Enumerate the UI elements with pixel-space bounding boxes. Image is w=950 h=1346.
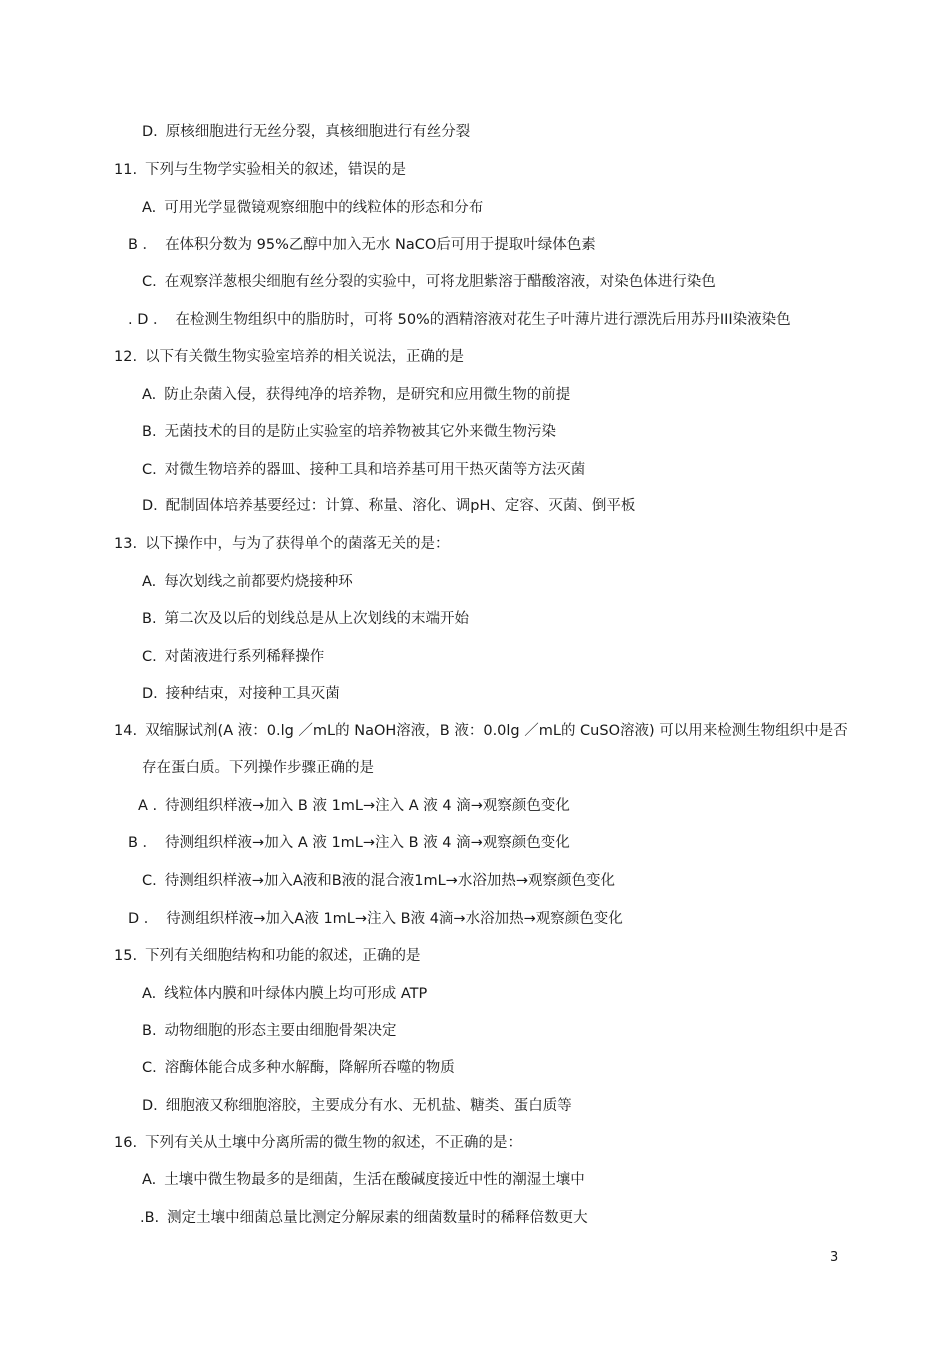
q15-option-d: D. 细胞液又称细胞溶胶，主要成分有水、无机盐、糖类、蛋白质等: [142, 1098, 572, 1114]
q11-option-c: C. 在观察洋葱根尖细胞有丝分裂的实验中，可将龙胆紫溶于醋酸溶液，对染色体进行染色: [142, 274, 716, 290]
q12-stem: 12. 以下有关微生物实验室培养的相关说法，正确的是: [114, 349, 465, 365]
q16-option-b: .B. 测定土壤中细菌总量比测定分解尿素的细菌数量时的稀释倍数更大: [140, 1210, 588, 1226]
q13-stem: 13. 以下操作中，与为了获得单个的菌落无关的是：: [114, 536, 450, 552]
q13-option-a: A. 每次划线之前都要灼烧接种环: [142, 574, 353, 590]
q16-stem: 16. 下列有关从土壤中分离所需的微生物的叙述，不正确的是：: [114, 1135, 523, 1151]
q14-stem: 14. 双缩脲试剂(A 液：0.lg ／mL的 NaOH溶液，B 液：0.0lg ／mL的 CuSO溶液) 可以用来检测生物组织中是否: [114, 723, 848, 739]
q10-option-d: D. 原核细胞进行无丝分裂，真核细胞进行有丝分裂: [142, 124, 471, 140]
q13-option-d: D. 接种结束，对接种工具灭菌: [142, 686, 340, 702]
q15-option-a: A. 线粒体内膜和叶绿体内膜上均可形成 ATP: [142, 986, 428, 1002]
q12-option-c: C. 对微生物培养的器皿、接种工具和培养基可用干热灭菌等方法灭菌: [142, 462, 586, 478]
q14-option-a: A . 待测组织样液→加入 B 液 1mL→注入 A 液 4 滴→观察颜色变化: [138, 798, 570, 814]
q13-option-b: B. 第二次及以后的划线总是从上次划线的末端开始: [142, 611, 470, 627]
q15-option-b: B. 动物细胞的形态主要由细胞骨架决定: [142, 1023, 397, 1039]
q14-option-c: C. 待测组织样液→加入A液和B液的混合液1mL→水浴加热→观察颜色变化: [142, 873, 615, 889]
q12-option-d: D. 配制固体培养基要经过：计算、称量、溶化、调pH、定容、灭菌、倒平板: [142, 498, 636, 514]
q14-stem-continued: 存在蛋白质。下列操作步骤正确的是: [142, 760, 374, 776]
q14-option-d: D ． 待测组织样液→加入A液 1mL→注入 B液 4滴→水浴加热→观察颜色变化: [128, 911, 623, 927]
q12-option-a: A. 防止杂菌入侵，获得纯净的培养物，是研究和应用微生物的前提: [142, 387, 571, 403]
q13-option-c: C. 对菌液进行系列稀释操作: [142, 649, 325, 665]
q16-option-a: A. 土壤中微生物最多的是细菌，生活在酸碱度接近中性的潮湿土壤中: [142, 1172, 585, 1188]
q11-option-b: B ． 在体积分数为 95%乙醇中加入无水 NaCO后可用于提取叶绿体色素: [128, 237, 596, 253]
q11-option-a: A. 可用光学显微镜观察细胞中的线粒体的形态和分布: [142, 200, 484, 216]
q11-stem: 11. 下列与生物学实验相关的叙述，错误的是: [114, 162, 407, 178]
page-number: 3: [830, 1250, 839, 1265]
q15-stem: 15. 下列有关细胞结构和功能的叙述，正确的是: [114, 948, 421, 964]
q15-option-c: C. 溶酶体能合成多种水解酶，降解所吞噬的物质: [142, 1060, 455, 1076]
q12-option-b: B. 无菌技术的目的是防止实验室的培养物被其它外来微生物污染: [142, 424, 557, 440]
q14-option-b: B ． 待测组织样液→加入 A 液 1mL→注入 B 液 4 滴→观察颜色变化: [128, 835, 570, 851]
q11-option-d: . D ． 在检测生物组织中的脂肪时，可将 50%的酒精溶液对花生子叶薄片进行漂洗后用苏丹III染液染色: [128, 312, 791, 328]
